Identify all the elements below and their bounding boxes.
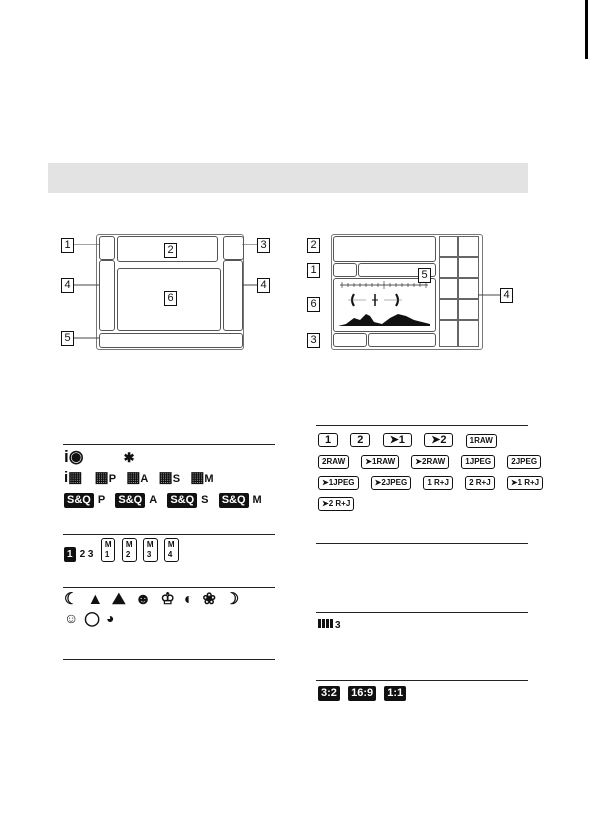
rule-2: [63, 534, 275, 535]
vf-area-2: [333, 236, 436, 262]
media-icons-row-3: ➤1JPEG ➤2JPEG 1 R+J 2 R+J ➤1 R+J: [318, 472, 551, 490]
label-2: 2: [164, 243, 177, 258]
label-6: 6: [164, 291, 177, 306]
vf-area-1: [333, 263, 357, 277]
scene-icons-row-2: ☺◯◕: [64, 610, 121, 626]
aspect-16-9-icon: 16:9: [348, 686, 376, 701]
area-1: [99, 236, 115, 260]
area-5: [99, 333, 243, 348]
rule-5: [316, 425, 528, 426]
rule-3: [63, 587, 275, 588]
media-icons-row-2: 2RAW ➤1RAW ➤2RAW 1JPEG 2JPEG: [318, 451, 549, 469]
sq-mode-icons-row: S&Q P S&Q A S&Q S S&Q M: [64, 490, 268, 508]
vf-bottom-strip: [368, 333, 436, 347]
media-icons-row-4: ➤2 R+J: [318, 493, 362, 511]
mode-icons-row-1: i◉ ✱: [64, 447, 135, 466]
label-3: 3: [257, 238, 270, 253]
media-icons-row-1: 1 2 ➤1 ➤2 1RAW: [318, 430, 505, 448]
label-4-right: 4: [257, 278, 270, 293]
vf-label-5: 5: [418, 268, 431, 283]
vf-leader-4: [478, 292, 502, 298]
rule-6: [316, 543, 528, 544]
vf-label-6: 6: [307, 297, 320, 312]
rule-4: [63, 659, 275, 660]
vf-label-3: 3: [307, 333, 320, 348]
drive-recall-icons-row: 1 2 3 M 1 M 2 M 3 M 4: [64, 538, 182, 562]
rule-7: [316, 612, 528, 613]
vf-label-2: 2: [307, 238, 320, 253]
rule-8: [316, 680, 528, 681]
section-header-banner: [48, 163, 528, 193]
vf-label-1: 1: [307, 263, 320, 278]
vf-label-4: 4: [500, 288, 513, 303]
aspect-1-1-icon: 1:1: [384, 686, 406, 701]
label-5: 5: [61, 331, 74, 346]
aspect-3-2-icon: 3:2: [318, 686, 340, 701]
leader-lines-right: [240, 244, 260, 286]
page-thumb-tab: [585, 0, 588, 59]
label-1: 1: [61, 238, 74, 253]
rule-1: [63, 444, 275, 445]
area-4-left: [99, 260, 115, 331]
scene-icons-row-1: ☾▲⛰☻♔◐❀☽: [64, 591, 249, 608]
movie-mode-icons-row: i▦ ▦P ▦A ▦S ▦M: [64, 469, 214, 486]
aspect-ratio-icons-row: [318, 683, 410, 701]
level-and-histogram: [336, 280, 432, 328]
leader-lines: [60, 244, 100, 344]
battery-icon: 3: [318, 615, 341, 632]
label-4-left: 4: [61, 278, 74, 293]
vf-area-3: [333, 333, 367, 347]
